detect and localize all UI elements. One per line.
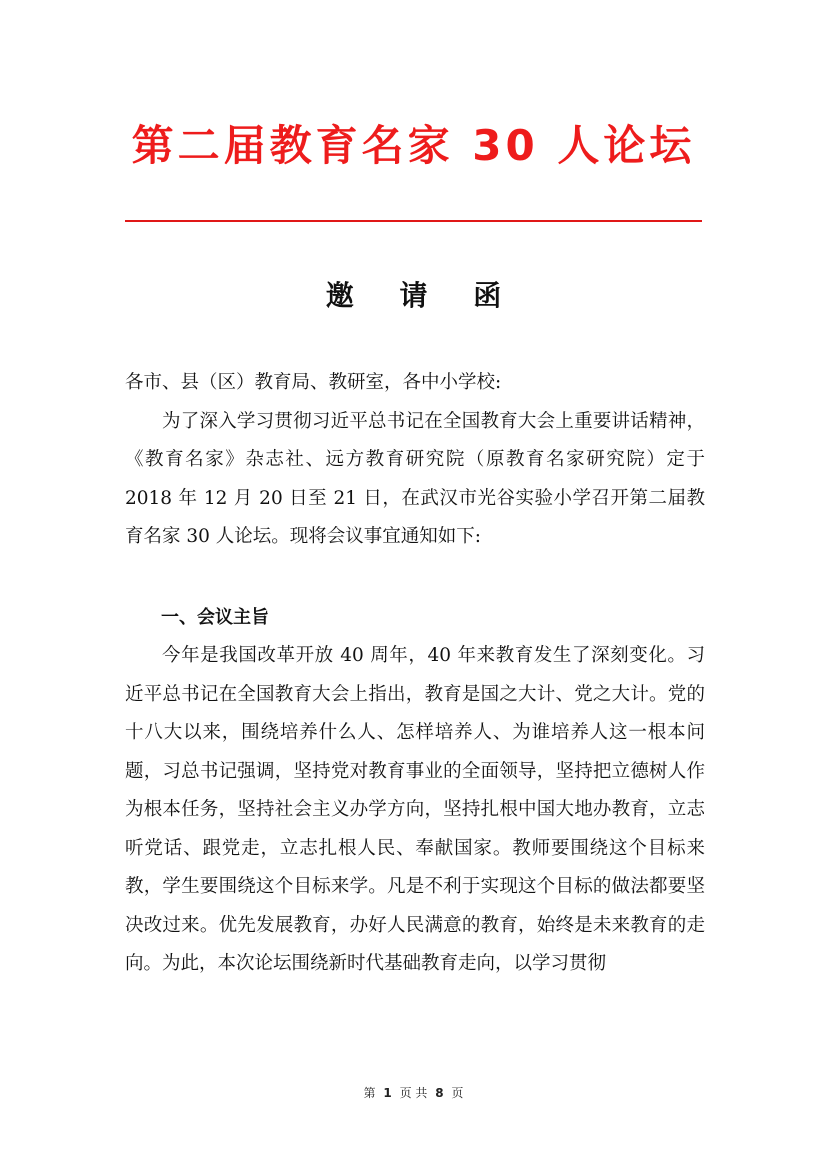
footer-page-number: 1 (383, 1086, 392, 1100)
salutation: 各市、县（区）教育局、教研室，各中小学校: (125, 372, 502, 393)
title-divider (125, 220, 702, 222)
section-heading: 一、会议主旨 (161, 606, 269, 628)
footer-page-mid: 页 共 (399, 1086, 428, 1100)
footer-page-suffix: 页 (451, 1086, 464, 1100)
footer-page-prefix: 第 (363, 1086, 376, 1100)
intro-paragraph: 为了深入学习贯彻习近平总书记在全国教育大会上重要讲话精神，《教育名家》杂志社、远方教育研究院（原教育名家研究院）定于 2018 年 12 月 20 日至 21 日，在武汉市光谷实验小学召开第二届教育名家 30 人论坛。现将会议事宜通知如下: (125, 410, 705, 547)
page-footer (0, 1084, 827, 1102)
paragraph-spacer (125, 557, 705, 599)
section-paragraph: 今年是我国改革开放 40 周年，40 年来教育发生了深刻变化。习近平总书记在全国教育大会上指出，教育是国之大计、党之大计。党的十八大以来，围绕培养什么人、怎样培养人、为谁培养人这一根本问题，习总书记强调，坚持党对教育事业的全面领导，坚持把立德树人作为根本任务，坚持社会主义办学方向，坚持扎根中国大地办教育，立志听党话、跟党走，立志扎根人民、奉献国家。教师要围绕这个目标来教，学生要围绕这个目标来学。凡是不利于实现这个目标的做法都要坚决改过来。优先发展教育，办好人民满意的教育，始终是未来教育的走向。为此，本次论坛围绕新时代基础教育走向，以学习贯彻 (125, 645, 705, 974)
invitation-heading: 邀 请 函 (325, 279, 520, 312)
document-body (125, 364, 705, 984)
document-title: 第二届教育名家 30 人论坛 (131, 121, 696, 170)
footer-total-pages: 8 (435, 1086, 444, 1100)
